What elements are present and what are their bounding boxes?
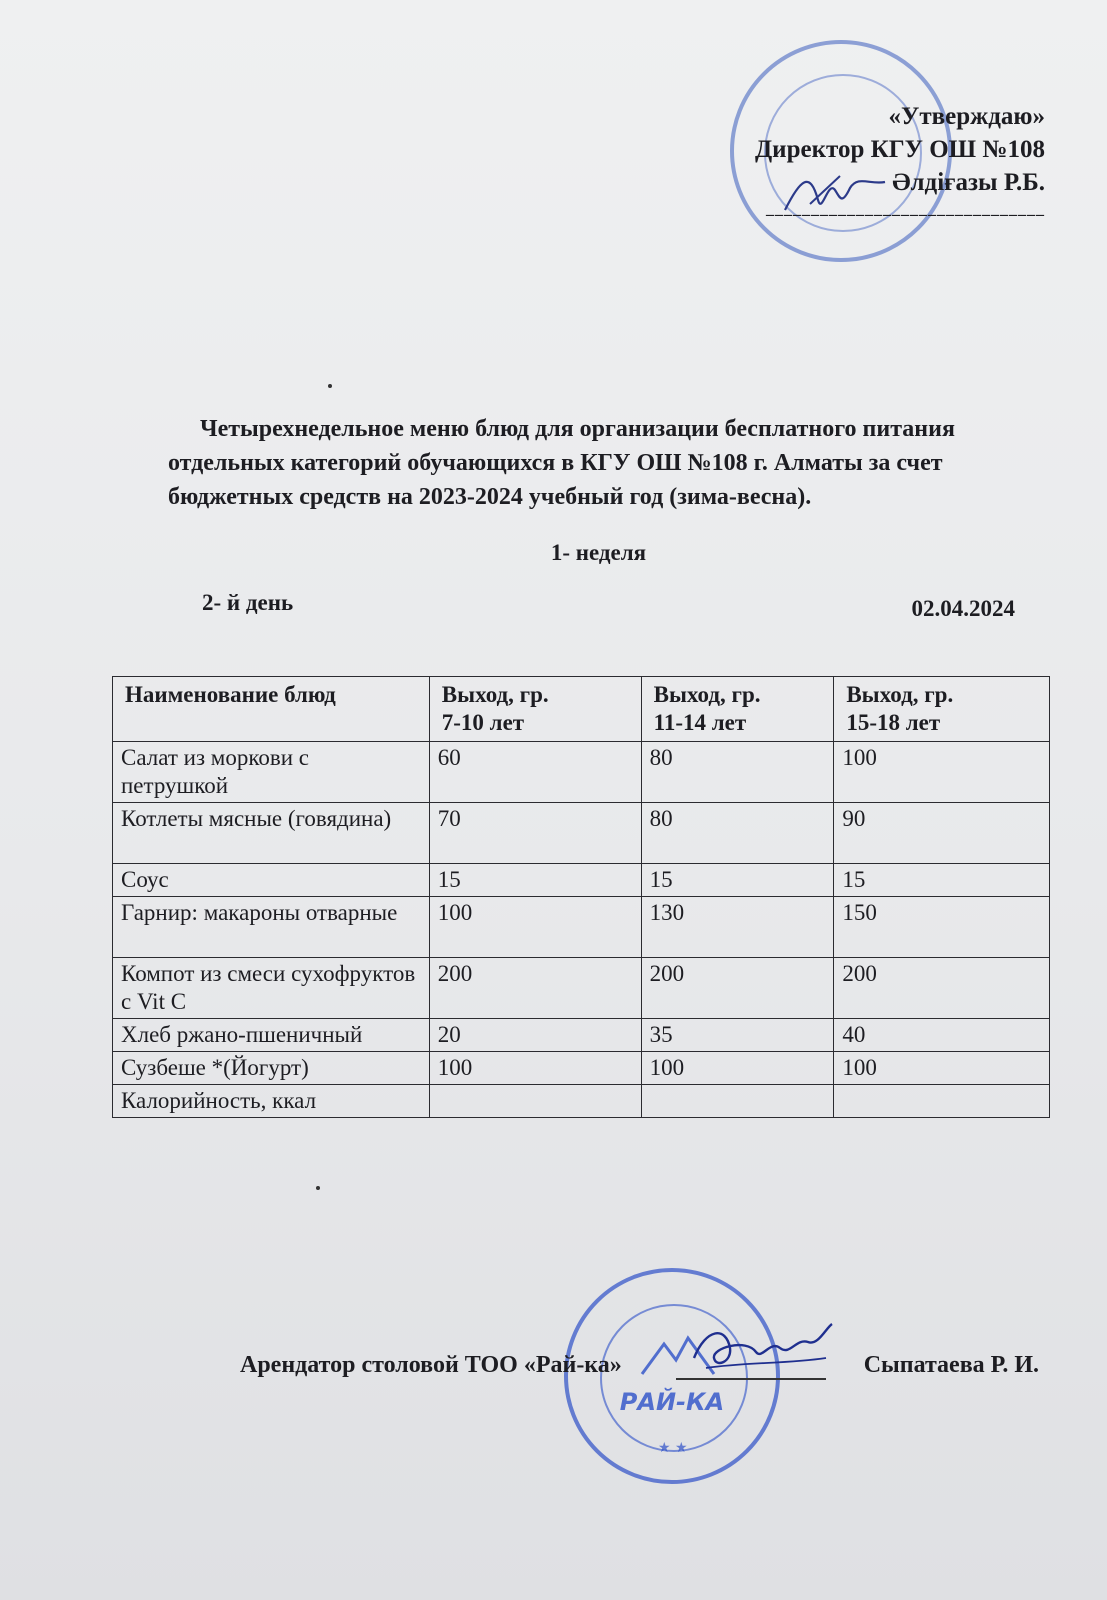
header-yield-7-10: Выход, гр. 7-10 лет — [429, 677, 641, 742]
yield-7-10: 200 — [429, 958, 641, 1019]
yield-7-10: 60 — [429, 742, 641, 803]
yield-15-18 — [834, 1085, 1050, 1118]
stray-dot — [328, 384, 332, 388]
header-yield-11-14: Выход, гр. 11-14 лет — [641, 677, 834, 742]
approval-block — [755, 100, 1045, 219]
yield-15-18: 150 — [834, 897, 1050, 958]
table-row — [113, 864, 1050, 897]
menu-table — [112, 676, 1050, 1118]
menu-date: 02.04.2024 — [911, 596, 1015, 621]
mountain-icon — [638, 1330, 718, 1380]
yield-11-14: 35 — [641, 1019, 834, 1052]
header-yield-15-18: Выход, гр. 15-18 лет — [834, 677, 1050, 742]
table-row — [113, 742, 1050, 803]
approval-label: «Утверждаю» — [888, 103, 1045, 130]
yield-7-10: 15 — [429, 864, 641, 897]
document-title — [168, 412, 1038, 514]
yield-15-18: 100 — [834, 742, 1050, 803]
yield-15-18: 15 — [834, 864, 1050, 897]
header-dish-name: Наименование блюд — [113, 677, 430, 742]
stray-dot — [316, 1186, 320, 1190]
table-row — [113, 1085, 1050, 1118]
dish-name: Гарнир: макароны отварные — [113, 897, 430, 958]
day-label: 2- й день — [202, 590, 294, 615]
title-line-1: Четырехнедельное меню блюд для организации бесплатного питания — [200, 416, 955, 442]
yield-11-14: 100 — [641, 1052, 834, 1085]
director-name: Әлдіғазы Р.Б. — [892, 169, 1045, 196]
table-header-row — [113, 677, 1050, 742]
dish-name: Хлеб ржано-пшеничный — [113, 1019, 430, 1052]
yield-7-10: 20 — [429, 1019, 641, 1052]
yield-7-10: 100 — [429, 1052, 641, 1085]
yield-7-10 — [429, 1085, 641, 1118]
dish-name: Соус — [113, 864, 430, 897]
week-label: 1- неделя — [550, 540, 647, 565]
table-row — [113, 1019, 1050, 1052]
tenant-signature-line — [676, 1378, 826, 1380]
yield-11-14: 80 — [641, 742, 834, 803]
yield-7-10: 70 — [429, 803, 641, 864]
tenant-label: Арендатор столовой ТОО «Рай-ка» — [240, 1352, 622, 1378]
stamp-logo-text: РАЙ-КА — [619, 1388, 725, 1416]
title-line-2: отдельных категорий обучающихся в КГУ ОШ №108 г. Алматы за счет — [168, 450, 943, 476]
yield-11-14: 15 — [641, 864, 834, 897]
yield-11-14: 80 — [641, 803, 834, 864]
yield-15-18: 90 — [834, 803, 1050, 864]
table-row — [113, 1052, 1050, 1085]
yield-7-10: 100 — [429, 897, 641, 958]
tenant-representative-name: Сыпатаева Р. И. — [863, 1352, 1039, 1378]
dish-name: Котлеты мясные (говядина) — [113, 803, 430, 864]
dish-name: Сузбеше *(Йогурт) — [113, 1052, 430, 1085]
dish-name: Калорийность, ккал — [113, 1085, 430, 1118]
yield-11-14 — [641, 1085, 834, 1118]
dish-name: Компот из смеси сухофруктов с Vit C — [113, 958, 430, 1019]
stamp-stars-icon: ★ ★ — [658, 1440, 688, 1456]
yield-11-14: 200 — [641, 958, 834, 1019]
dish-name: Салат из моркови с петрушкой — [113, 742, 430, 803]
yield-15-18: 40 — [834, 1019, 1050, 1052]
table-row — [113, 897, 1050, 958]
director-title: Директор КГУ ОШ №108 — [754, 136, 1045, 163]
table-row — [113, 803, 1050, 864]
title-line-3: бюджетных средств на 2023-2024 учебный год (зима-весна). — [168, 484, 812, 510]
yield-11-14: 130 — [641, 897, 834, 958]
table-row — [113, 958, 1050, 1019]
signature-line: _______________________________ — [766, 201, 1045, 218]
yield-15-18: 200 — [834, 958, 1050, 1019]
yield-15-18: 100 — [834, 1052, 1050, 1085]
